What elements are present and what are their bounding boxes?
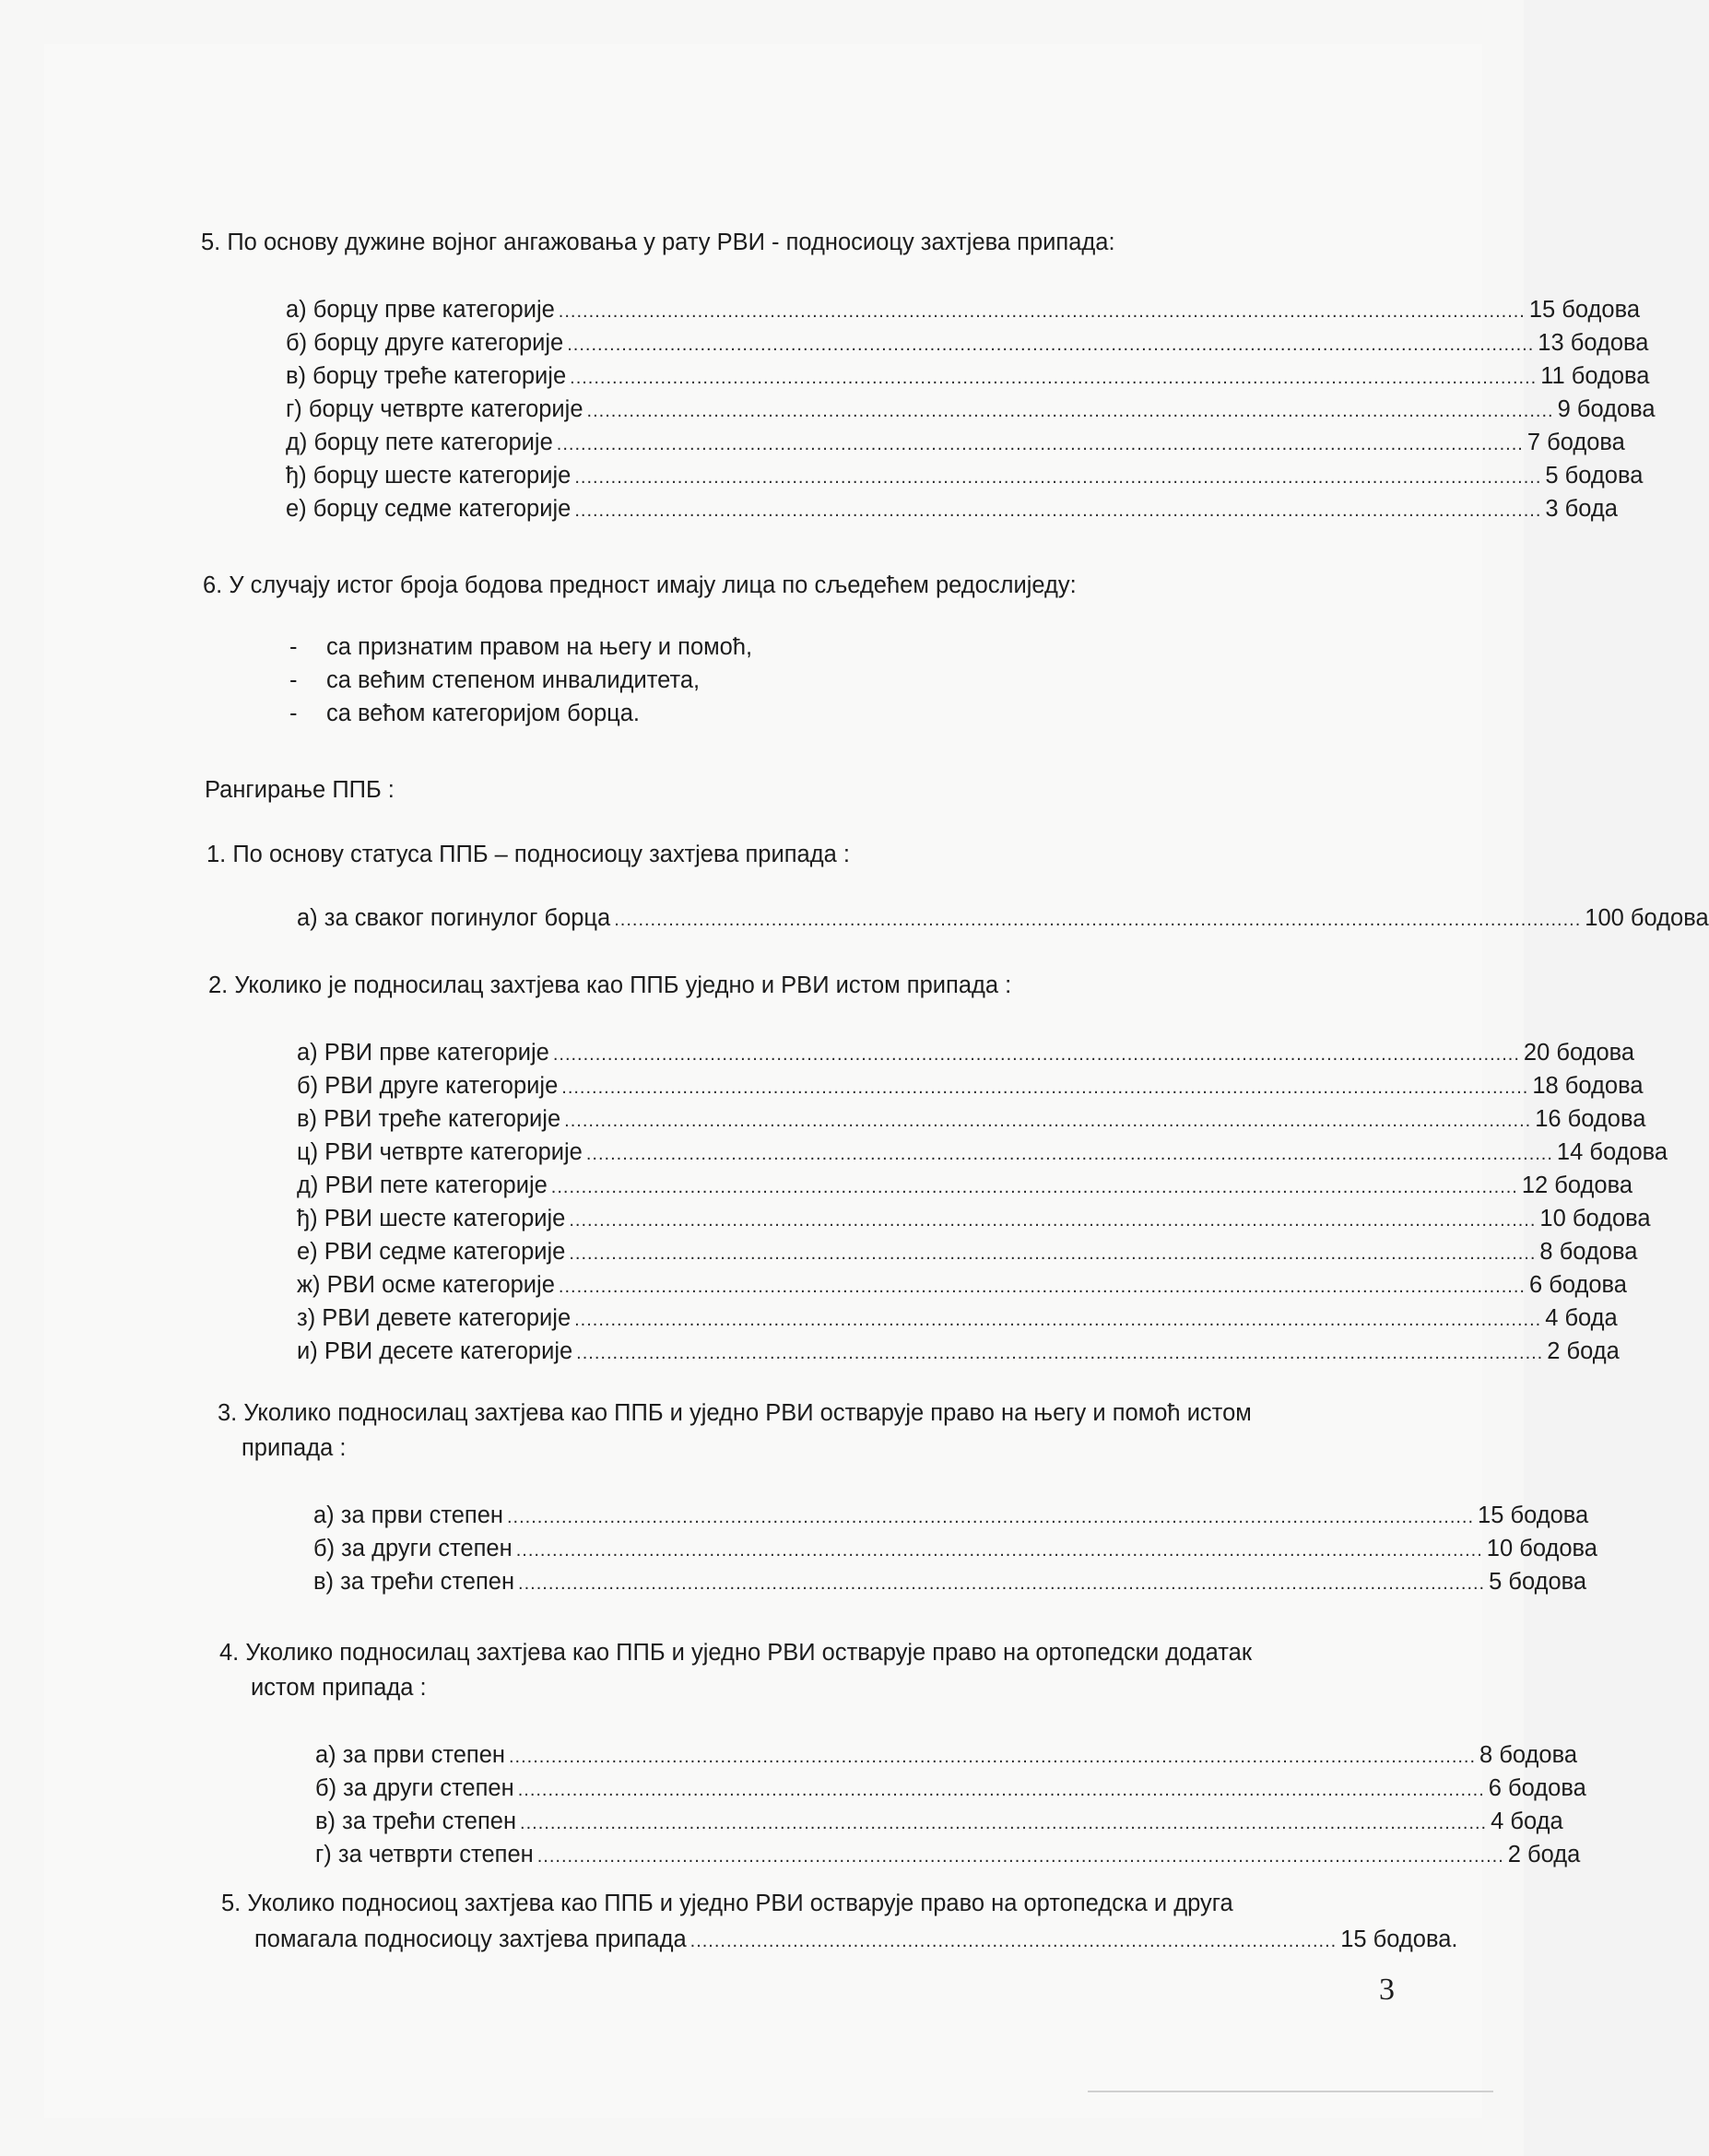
leader-dots: ................................................................................................................................................................: [517, 1780, 1485, 1800]
item-label: б) РВИ друге категорије: [297, 1073, 559, 1099]
footer-rule: [1088, 2091, 1493, 2092]
list-item: [286, 426, 1625, 459]
item-points: 8 бодова: [1479, 1742, 1578, 1768]
ppb-1-heading: 1. По основу статуса ППБ – подносиоцу захтјева припада :: [206, 842, 850, 867]
item-label: ђ) борцу шесте категорије: [286, 463, 572, 489]
list-item: - са већом категоријом борца.: [289, 701, 641, 726]
leader-dots: ................................................................................................................................................................: [574, 467, 1542, 488]
leader-dots: ................................................................................................................................................................: [569, 1210, 1537, 1231]
leader-dots: ................................................................................................................................................................: [556, 434, 1524, 454]
item-points: 8 бодова: [1539, 1239, 1638, 1265]
list-item: [315, 1838, 1581, 1871]
list-item: [297, 1036, 1635, 1069]
list-item: [297, 1235, 1638, 1268]
leader-dots: ................................................................................................................................................................: [506, 1507, 1475, 1527]
item-label: а) за први степен: [313, 1502, 503, 1528]
item-points: 10 бодова: [1486, 1536, 1597, 1561]
item-points: 7 бодова: [1526, 430, 1625, 455]
item-points: 4 бода: [1545, 1305, 1618, 1331]
item-label: а) за сваког погинулог борца: [297, 905, 611, 931]
item-label: а) РВИ прве категорије: [297, 1040, 549, 1066]
ppb-2-list: [297, 1036, 1668, 1368]
list-item: [297, 1102, 1646, 1136]
leader-dots: ................................................................................................................................................................: [586, 401, 1554, 421]
item-points: 4 бода: [1491, 1808, 1563, 1834]
item-label: и) РВИ десете категорије: [297, 1338, 573, 1364]
leader-dots: ................................................................................................................................................................: [576, 1343, 1544, 1363]
item-label: г) за четврти степен: [315, 1842, 534, 1867]
list-item: - са већим степеном инвалидитета,: [289, 667, 701, 693]
leader-dots: ................................................................................................................................................................: [558, 1277, 1526, 1297]
item-points: 9 бодова: [1557, 396, 1656, 422]
item-label: ж) РВИ осме категорије: [297, 1272, 555, 1298]
item-points: 10 бодова: [1539, 1206, 1651, 1231]
leader-dots: ................................................................................................................................................................: [520, 1813, 1488, 1833]
leader-dots: ................................................................................................................................................................: [570, 368, 1538, 388]
item-label: б) за други степен: [313, 1536, 513, 1561]
item-points: 2 бода: [1507, 1842, 1581, 1867]
ppb-5-points: 15 бодова.: [1340, 1926, 1458, 1952]
list-item: [297, 1069, 1644, 1102]
item-points: 5 бодова: [1489, 1569, 1587, 1595]
item-points: 3 бода: [1545, 496, 1618, 522]
leader-dots: ................................................................................................................................................................: [508, 1747, 1477, 1767]
item-points: 12 бодова: [1521, 1172, 1633, 1198]
item-label: в) борцу треће категорије: [286, 363, 567, 389]
list-item: [297, 1335, 1620, 1368]
ppb-4-heading-line1: 4. Уколико подносилац захтјева као ППБ и уједно РВИ остварује право на ортопедски додатак: [219, 1640, 1253, 1666]
leader-dots: ................................................................................................................................................................: [569, 1243, 1537, 1264]
ppb-5-line2-text: помагала подносиоцу захтјева припада: [254, 1926, 687, 1952]
leader-dots: ................................................................................................................................................................: [552, 1044, 1520, 1065]
list-item: [286, 326, 1649, 359]
item-points: 6 бодова: [1528, 1272, 1627, 1298]
ppb-3-heading-line1: 3. Уколико подносилац захтјева као ППБ и уједно РВИ остварује право на његу и помоћ истом: [218, 1400, 1252, 1426]
leader-dots: ................................................................................................................................................................: [518, 1573, 1486, 1594]
list-item: [313, 1532, 1597, 1565]
section-5-list: [286, 293, 1656, 525]
item-points: 5 бодова: [1545, 463, 1644, 489]
ppb-4-heading-line2: истом припада :: [251, 1675, 427, 1701]
section-5-heading: 5. По основу дужине војног ангажовања у рату РВИ - подносиоцу захтјева припада:: [201, 230, 1115, 255]
leader-dots: ................................................................................................................................................................: [550, 1177, 1518, 1197]
item-label: а) борцу прве категорије: [286, 297, 555, 323]
list-item: [313, 1565, 1587, 1598]
item-label: ђ) РВИ шесте категорије: [297, 1206, 566, 1231]
item-label: ц) РВИ четврте категорије: [297, 1139, 583, 1165]
ppb-2-heading: 2. Уколико је подносилац захтјева као ППБ уједно и РВИ истом припада :: [208, 972, 1012, 998]
item-points: 16 бодова: [1535, 1106, 1646, 1132]
list-item: [313, 1499, 1589, 1532]
item-label: б) борцу друге категорије: [286, 330, 564, 356]
page-number: 3: [1379, 1973, 1395, 2007]
leader-dots: ................................................................................................................................................................: [574, 501, 1542, 521]
item-points: 15 бодова: [1528, 297, 1641, 323]
item-points: 20 бодова: [1523, 1040, 1635, 1066]
item-label: в) за трећи степен: [313, 1569, 515, 1595]
leader-dots: ................................................................................................................................................................: [614, 910, 1582, 930]
item-label: д) РВИ пете категорије: [297, 1172, 548, 1198]
section-6-heading: 6. У случају истог броја бодова предност имају лица по сљедећем редослиједу:: [203, 572, 1077, 598]
item-label: з) РВИ девете категорије: [297, 1305, 572, 1331]
list-item: [286, 293, 1641, 326]
item-points: 15 бодова: [1478, 1502, 1589, 1528]
ppb-title: Рангирање ППБ :: [205, 777, 395, 803]
item-label: г) борцу четврте категорије: [286, 396, 583, 422]
list-item: [286, 393, 1656, 426]
list-item: - са признатим правом на његу и помоћ,: [289, 634, 753, 660]
leader-dots: ................................................................................................................................................................: [585, 1144, 1553, 1164]
ppb-5-heading-line2: [254, 1923, 1458, 1956]
item-label: д) борцу пете категорије: [286, 430, 553, 455]
list-item: [315, 1772, 1586, 1805]
item-points: 11 бодова: [1540, 363, 1650, 389]
list-item: [297, 1268, 1627, 1302]
list-item: [297, 1302, 1618, 1335]
item-points: 100 бодова: [1585, 905, 1709, 931]
item-points: 18 бодова: [1532, 1073, 1644, 1099]
item-label: е) борцу седме категорије: [286, 496, 572, 522]
item-label: е) РВИ седме категорије: [297, 1239, 566, 1265]
list-item: [315, 1738, 1578, 1772]
item-label: в) за трећи степен: [315, 1808, 517, 1834]
item-points: 6 бодова: [1488, 1775, 1586, 1801]
list-item: [297, 1136, 1668, 1169]
leader-dots: ................................................................................................................................................................: [558, 301, 1526, 322]
section-6-list: [289, 630, 752, 730]
item-label: б) за други степен: [315, 1775, 514, 1801]
item-points: 14 бодова: [1556, 1139, 1668, 1165]
ppb-1-list: [297, 901, 1709, 935]
leader-dots: ................................................................................................................................................................: [536, 1846, 1504, 1867]
leader-dots: ................................................................................................................................................................: [561, 1078, 1529, 1098]
ppb-5-heading-line1: 5. Уколико подносиоц захтјева као ППБ и уједно РВИ остварује право на ортопедска и друга: [221, 1891, 1233, 1916]
ppb-4-list: [315, 1738, 1586, 1871]
list-item: [315, 1805, 1563, 1838]
ppb-3-list: [313, 1499, 1597, 1598]
item-points: 13 бодова: [1538, 330, 1649, 356]
leader-dots: ................................................................................................................................................................: [564, 1111, 1532, 1131]
leader-dots: ................................................................................................................................................................: [574, 1310, 1542, 1330]
ppb-3-heading-line2: припада :: [242, 1435, 347, 1461]
leader-dots: ...........................................................................................................: [689, 1931, 1338, 1951]
item-label: а) за први степен: [315, 1742, 505, 1768]
list-item: [286, 359, 1650, 393]
leader-dots: ................................................................................................................................................................: [515, 1540, 1483, 1561]
item-label: в) РВИ треће категорије: [297, 1106, 561, 1132]
list-item: [286, 492, 1618, 525]
leader-dots: ................................................................................................................................................................: [567, 335, 1535, 355]
list-item: [297, 901, 1709, 935]
list-item: [297, 1169, 1633, 1202]
list-item: [297, 1202, 1651, 1235]
list-item: [286, 459, 1644, 492]
item-points: 2 бода: [1547, 1338, 1620, 1364]
